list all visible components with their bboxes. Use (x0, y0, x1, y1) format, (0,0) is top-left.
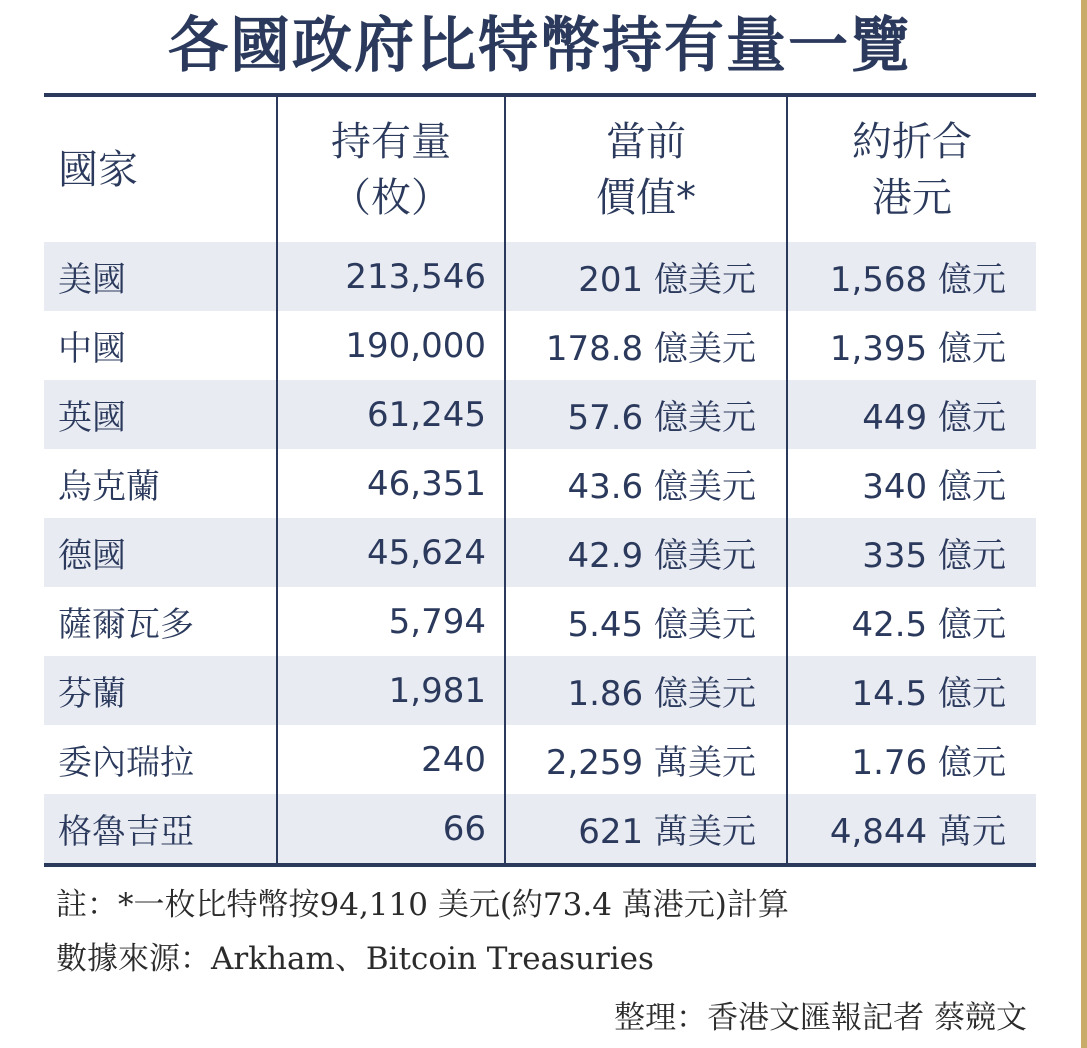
table-row (44, 380, 1036, 449)
cell-country: 薩爾瓦多 (44, 587, 277, 656)
header-country (44, 97, 277, 242)
holdings-table (44, 97, 1036, 863)
cell-holdings: 45,624 (277, 518, 505, 587)
cell-country: 格魯吉亞 (44, 794, 277, 863)
cell-country: 芬蘭 (44, 656, 277, 725)
header-value (505, 97, 787, 242)
header-holdings-line2: （枚） (331, 174, 451, 221)
cell-value: 5.45 億美元 (505, 587, 787, 656)
cell-country: 烏克蘭 (44, 449, 277, 518)
cell-value: 2,259 萬美元 (505, 725, 787, 794)
cell-hkd: 42.5 億元 (787, 587, 1036, 656)
table-row (44, 794, 1036, 863)
cell-holdings: 5,794 (277, 587, 505, 656)
cell-hkd: 1,568 億元 (787, 242, 1036, 311)
cell-holdings: 66 (277, 794, 505, 863)
cell-hkd: 449 億元 (787, 380, 1036, 449)
cell-holdings: 213,546 (277, 242, 505, 311)
cell-value: 1.86 億美元 (505, 656, 787, 725)
header-hkd-line1: 約折合 (852, 118, 972, 165)
holdings-table-container (44, 93, 1036, 867)
cell-value: 42.9 億美元 (505, 518, 787, 587)
cell-hkd: 1,395 億元 (787, 311, 1036, 380)
table-row (44, 449, 1036, 518)
cell-value: 57.6 億美元 (505, 380, 787, 449)
table-row (44, 518, 1036, 587)
cell-hkd: 1.76 億元 (787, 725, 1036, 794)
cell-hkd: 340 億元 (787, 449, 1036, 518)
header-holdings (277, 97, 505, 242)
table-header-row (44, 97, 1036, 242)
gold-accent-bar (1081, 0, 1087, 1048)
notes-block (56, 878, 789, 986)
cell-value: 43.6 億美元 (505, 449, 787, 518)
reporter-credit: 整理：香港文匯報記者 蔡競文 (614, 1000, 1027, 1036)
header-value-line2: 價值* (596, 174, 696, 221)
cell-holdings: 240 (277, 725, 505, 794)
cell-country: 英國 (44, 380, 277, 449)
footnote: 註：*一枚比特幣按94,110 美元(約73.4 萬港元)計算 (56, 887, 789, 923)
header-hkd-line2: 港元 (872, 174, 952, 221)
cell-hkd: 335 億元 (787, 518, 1036, 587)
header-holdings-line1: 持有量 (331, 118, 451, 165)
table-row (44, 725, 1036, 794)
data-source: 數據來源：Arkham、Bitcoin Treasuries (56, 941, 654, 977)
header-country-label: 國家 (58, 146, 138, 193)
table-row (44, 587, 1036, 656)
cell-holdings: 1,981 (277, 656, 505, 725)
header-value-line1: 當前 (606, 118, 686, 165)
table-row (44, 242, 1036, 311)
table-row (44, 656, 1036, 725)
page-title: 各國政府比特幣持有量一覽 (168, 11, 912, 81)
cell-country: 委內瑞拉 (44, 725, 277, 794)
cell-holdings: 61,245 (277, 380, 505, 449)
cell-holdings: 190,000 (277, 311, 505, 380)
cell-value: 621 萬美元 (505, 794, 787, 863)
cell-country: 美國 (44, 242, 277, 311)
cell-holdings: 46,351 (277, 449, 505, 518)
cell-country: 中國 (44, 311, 277, 380)
cell-hkd: 14.5 億元 (787, 656, 1036, 725)
table-bottom-rule (44, 863, 1036, 867)
cell-value: 201 億美元 (505, 242, 787, 311)
cell-country: 德國 (44, 518, 277, 587)
cell-hkd: 4,844 萬元 (787, 794, 1036, 863)
header-hkd (787, 97, 1036, 242)
cell-value: 178.8 億美元 (505, 311, 787, 380)
table-row (44, 311, 1036, 380)
